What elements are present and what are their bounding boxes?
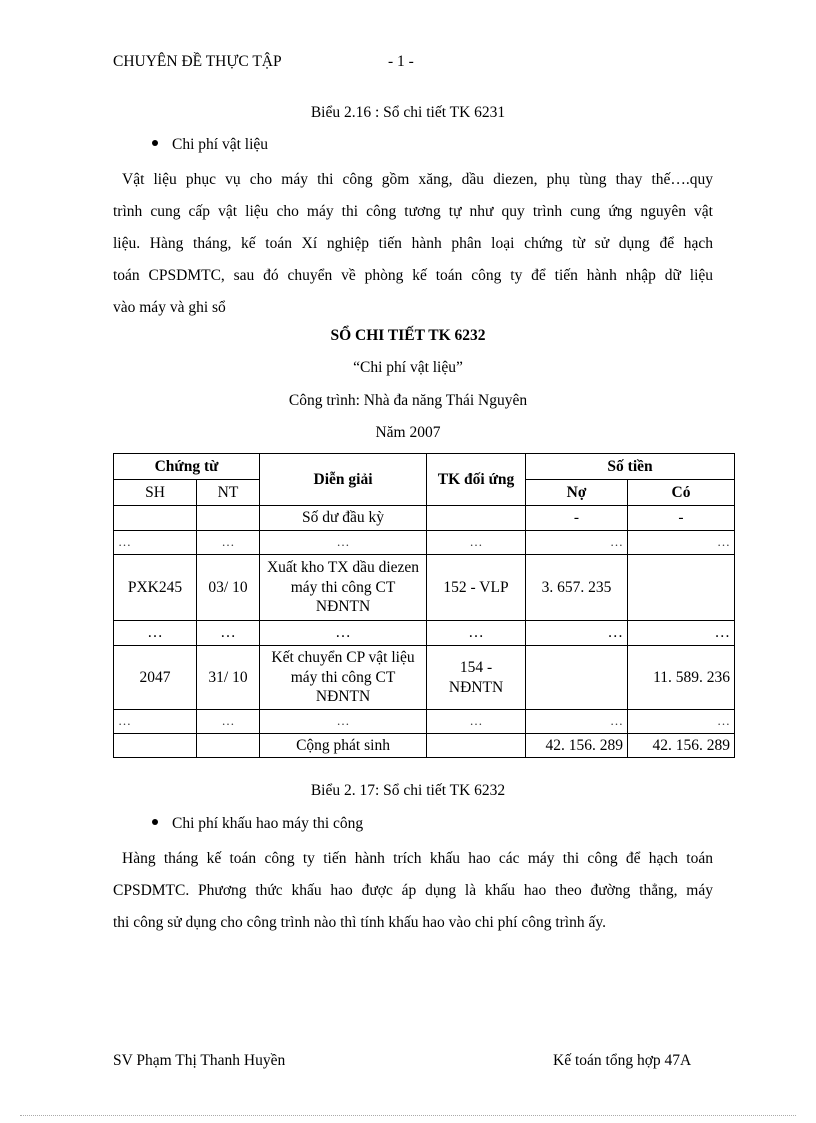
table-total-row <box>114 734 735 758</box>
caption-top: Biểu 2.16 : Sổ chi tiết TK 6231 <box>310 104 506 121</box>
cell-debit: … <box>526 531 628 555</box>
cell-nt: 03/ 10 <box>197 555 260 621</box>
paragraph-material <box>113 164 713 324</box>
cell-debit <box>526 646 628 710</box>
cell-desc: … <box>260 621 427 646</box>
cell-debit: … <box>526 621 628 646</box>
header-sh: SH <box>114 480 197 506</box>
ledger-title: SỔ CHI TIẾT TK 6232 <box>330 327 486 344</box>
cell-credit <box>628 555 735 621</box>
paragraph-line: trình cung cấp vật liệu cho máy thi công tương tự như quy trình cung ứng nguyên vật <box>113 203 713 220</box>
cell-acct <box>427 506 526 531</box>
header-account: TK đối ứng <box>427 454 526 506</box>
cell-credit: … <box>628 621 735 646</box>
paragraph-line: Hàng tháng kế toán công ty tiến hành trích khấu hao các máy thi công để hạch toán <box>122 850 713 867</box>
page-divider <box>20 1115 796 1116</box>
bullet-label: Chi phí vật liệu <box>172 136 269 153</box>
table-row <box>114 710 735 734</box>
cell-sh: PXK245 <box>114 555 197 621</box>
cell-sh: … <box>114 531 197 555</box>
cell-debit: - <box>526 506 628 531</box>
cell-desc: Số dư đầu kỳ <box>260 506 427 531</box>
paragraph-line: CPSDMTC. Phương thức khấu hao được áp dụng là khấu hao theo đường thẳng, máy <box>113 882 713 899</box>
cell-nt <box>197 506 260 531</box>
footer-class: Kế toán tổng hợp 47A <box>553 1052 692 1069</box>
page-number: - 1 - <box>388 53 414 70</box>
bullet-depreciation <box>152 815 363 834</box>
table-row <box>114 506 735 531</box>
ledger-project: Công trình: Nhà đa năng Thái Nguyên <box>288 392 528 409</box>
cell-desc: … <box>260 710 427 734</box>
cell-nt: … <box>197 710 260 734</box>
table-row <box>114 621 735 646</box>
total-credit: 42. 156. 289 <box>628 734 735 758</box>
cell-credit: - <box>628 506 735 531</box>
cell-acct: … <box>427 531 526 555</box>
cell-sh: 2047 <box>114 646 197 710</box>
ledger-subtitle: “Chi phí vật liệu” <box>353 359 463 376</box>
header-amount: Số tiền <box>526 454 735 480</box>
paragraph-line: thi công sử dụng cho công trình nào thì tính khấu hao vào chi phí công trình ấy. <box>113 914 606 931</box>
header-description: Diễn giải <box>260 454 427 506</box>
paragraph-line: toán CPSDMTC, sau đó chuyển về phòng kế toán công ty để tiến hành nhập dữ liệu <box>113 267 713 284</box>
cell-sh: … <box>114 621 197 646</box>
header-credit: Có <box>628 480 735 506</box>
cell-nt: 31/ 10 <box>197 646 260 710</box>
ledger-table <box>113 453 735 758</box>
cell-desc: … <box>260 531 427 555</box>
bullet-label: Chi phí khấu hao máy thi công <box>172 815 364 832</box>
cell-credit: … <box>628 710 735 734</box>
paragraph-line: vào máy và ghi sổ <box>113 299 226 316</box>
cell-nt <box>197 734 260 758</box>
cell-debit: 3. 657. 235 <box>526 555 628 621</box>
table-row <box>114 531 735 555</box>
header-title: CHUYÊN ĐỀ THỰC TẬP <box>113 53 282 70</box>
cell-acct: … <box>427 710 526 734</box>
cell-acct: … <box>427 621 526 646</box>
cell-credit: 11. 589. 236 <box>628 646 735 710</box>
cell-nt: … <box>197 531 260 555</box>
cell-credit: … <box>628 531 735 555</box>
cell-desc: Kết chuyển CP vật liệu máy thi công CT NĐNTN <box>260 646 427 710</box>
cell-nt: … <box>197 621 260 646</box>
caption-bottom: Biểu 2. 17: Sổ chi tiết TK 6232 <box>310 782 506 799</box>
table-row <box>114 555 735 621</box>
header-nt: NT <box>197 480 260 506</box>
total-debit: 42. 156. 289 <box>526 734 628 758</box>
cell-sh: … <box>114 710 197 734</box>
cell-sh <box>114 506 197 531</box>
cell-desc: Xuất kho TX dầu diezen máy thi công CT NĐNTN <box>260 555 427 621</box>
paragraph-depreciation <box>113 843 713 939</box>
table-row <box>114 646 735 710</box>
cell-acct <box>427 734 526 758</box>
header-voucher: Chứng từ <box>114 454 260 480</box>
bullet-material-cost <box>152 136 268 155</box>
cell-acct: 154 - NĐNTN <box>427 646 526 710</box>
footer-author: SV Phạm Thị Thanh Huyền <box>113 1052 286 1069</box>
cell-acct: 152 - VLP <box>427 555 526 621</box>
cell-debit: … <box>526 710 628 734</box>
paragraph-line: Vật liệu phục vụ cho máy thi công gồm xăng, dầu diezen, phụ tùng thay thế….quy <box>122 171 713 188</box>
bullet-icon <box>152 140 158 146</box>
ledger-year: Năm 2007 <box>375 424 441 441</box>
bullet-icon <box>152 819 158 825</box>
paragraph-line: liệu. Hàng tháng, kế toán Xí nghiệp tiến hành phân loại chứng từ sử dụng để hạch <box>113 235 713 252</box>
cell-sh <box>114 734 197 758</box>
header-debit: Nợ <box>526 480 628 506</box>
total-label: Cộng phát sinh <box>260 734 427 758</box>
